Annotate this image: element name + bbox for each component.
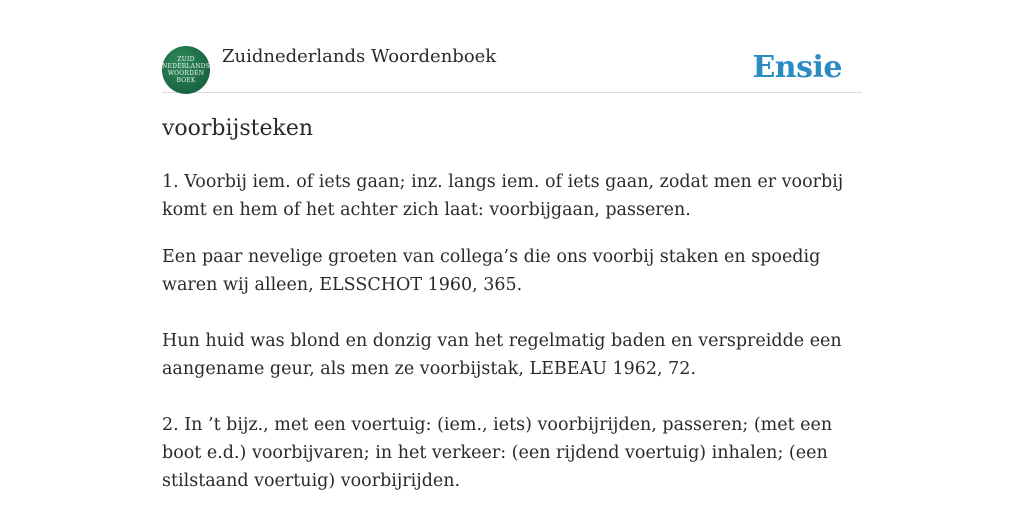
dictionary-title-link[interactable]: Zuidnederlands Woordenboek — [222, 46, 497, 67]
logo-line: ZUID — [177, 56, 195, 63]
entry-headword: voorbijsteken — [162, 116, 314, 141]
example-quote-2: Hun huid was blond en donzig van het regelmatig baden en verspreidde een aangename geur, als men ze voorbijstak, LEBEAU 1962, 72. — [162, 331, 842, 379]
logo-line: WOORDEN — [167, 70, 205, 77]
example-quote-1: Een paar nevelige groeten van collega’s die ons voorbij staken en spoedig waren wij alleen, ELSSCHOT 1960, 365. — [162, 247, 821, 295]
site-header — [162, 46, 862, 93]
zuidnederlands-woordenboek-logo[interactable] — [162, 46, 210, 94]
definition-2: 2. In ’t bijz., met een voertuig: (iem., iets) voorbijrijden, passeren; (met een boot e.d.) voorbijvaren; in het verkeer: (een rijdend voertuig) inhalen; (een stilstaand voertuig) voorbijrijden. — [162, 415, 833, 491]
logo-line: BOEK — [176, 77, 196, 84]
entry-content — [162, 168, 862, 495]
definition-1: 1. Voorbij iem. of iets gaan; inz. langs iem. of iets gaan, zodat men er voorbij komt en hem of het achter zich laat: voorbijgaan, passeren. — [162, 172, 844, 220]
ensie-brand-link[interactable]: Ensie — [752, 50, 842, 85]
logo-line: NEDERLANDS — [162, 63, 210, 70]
